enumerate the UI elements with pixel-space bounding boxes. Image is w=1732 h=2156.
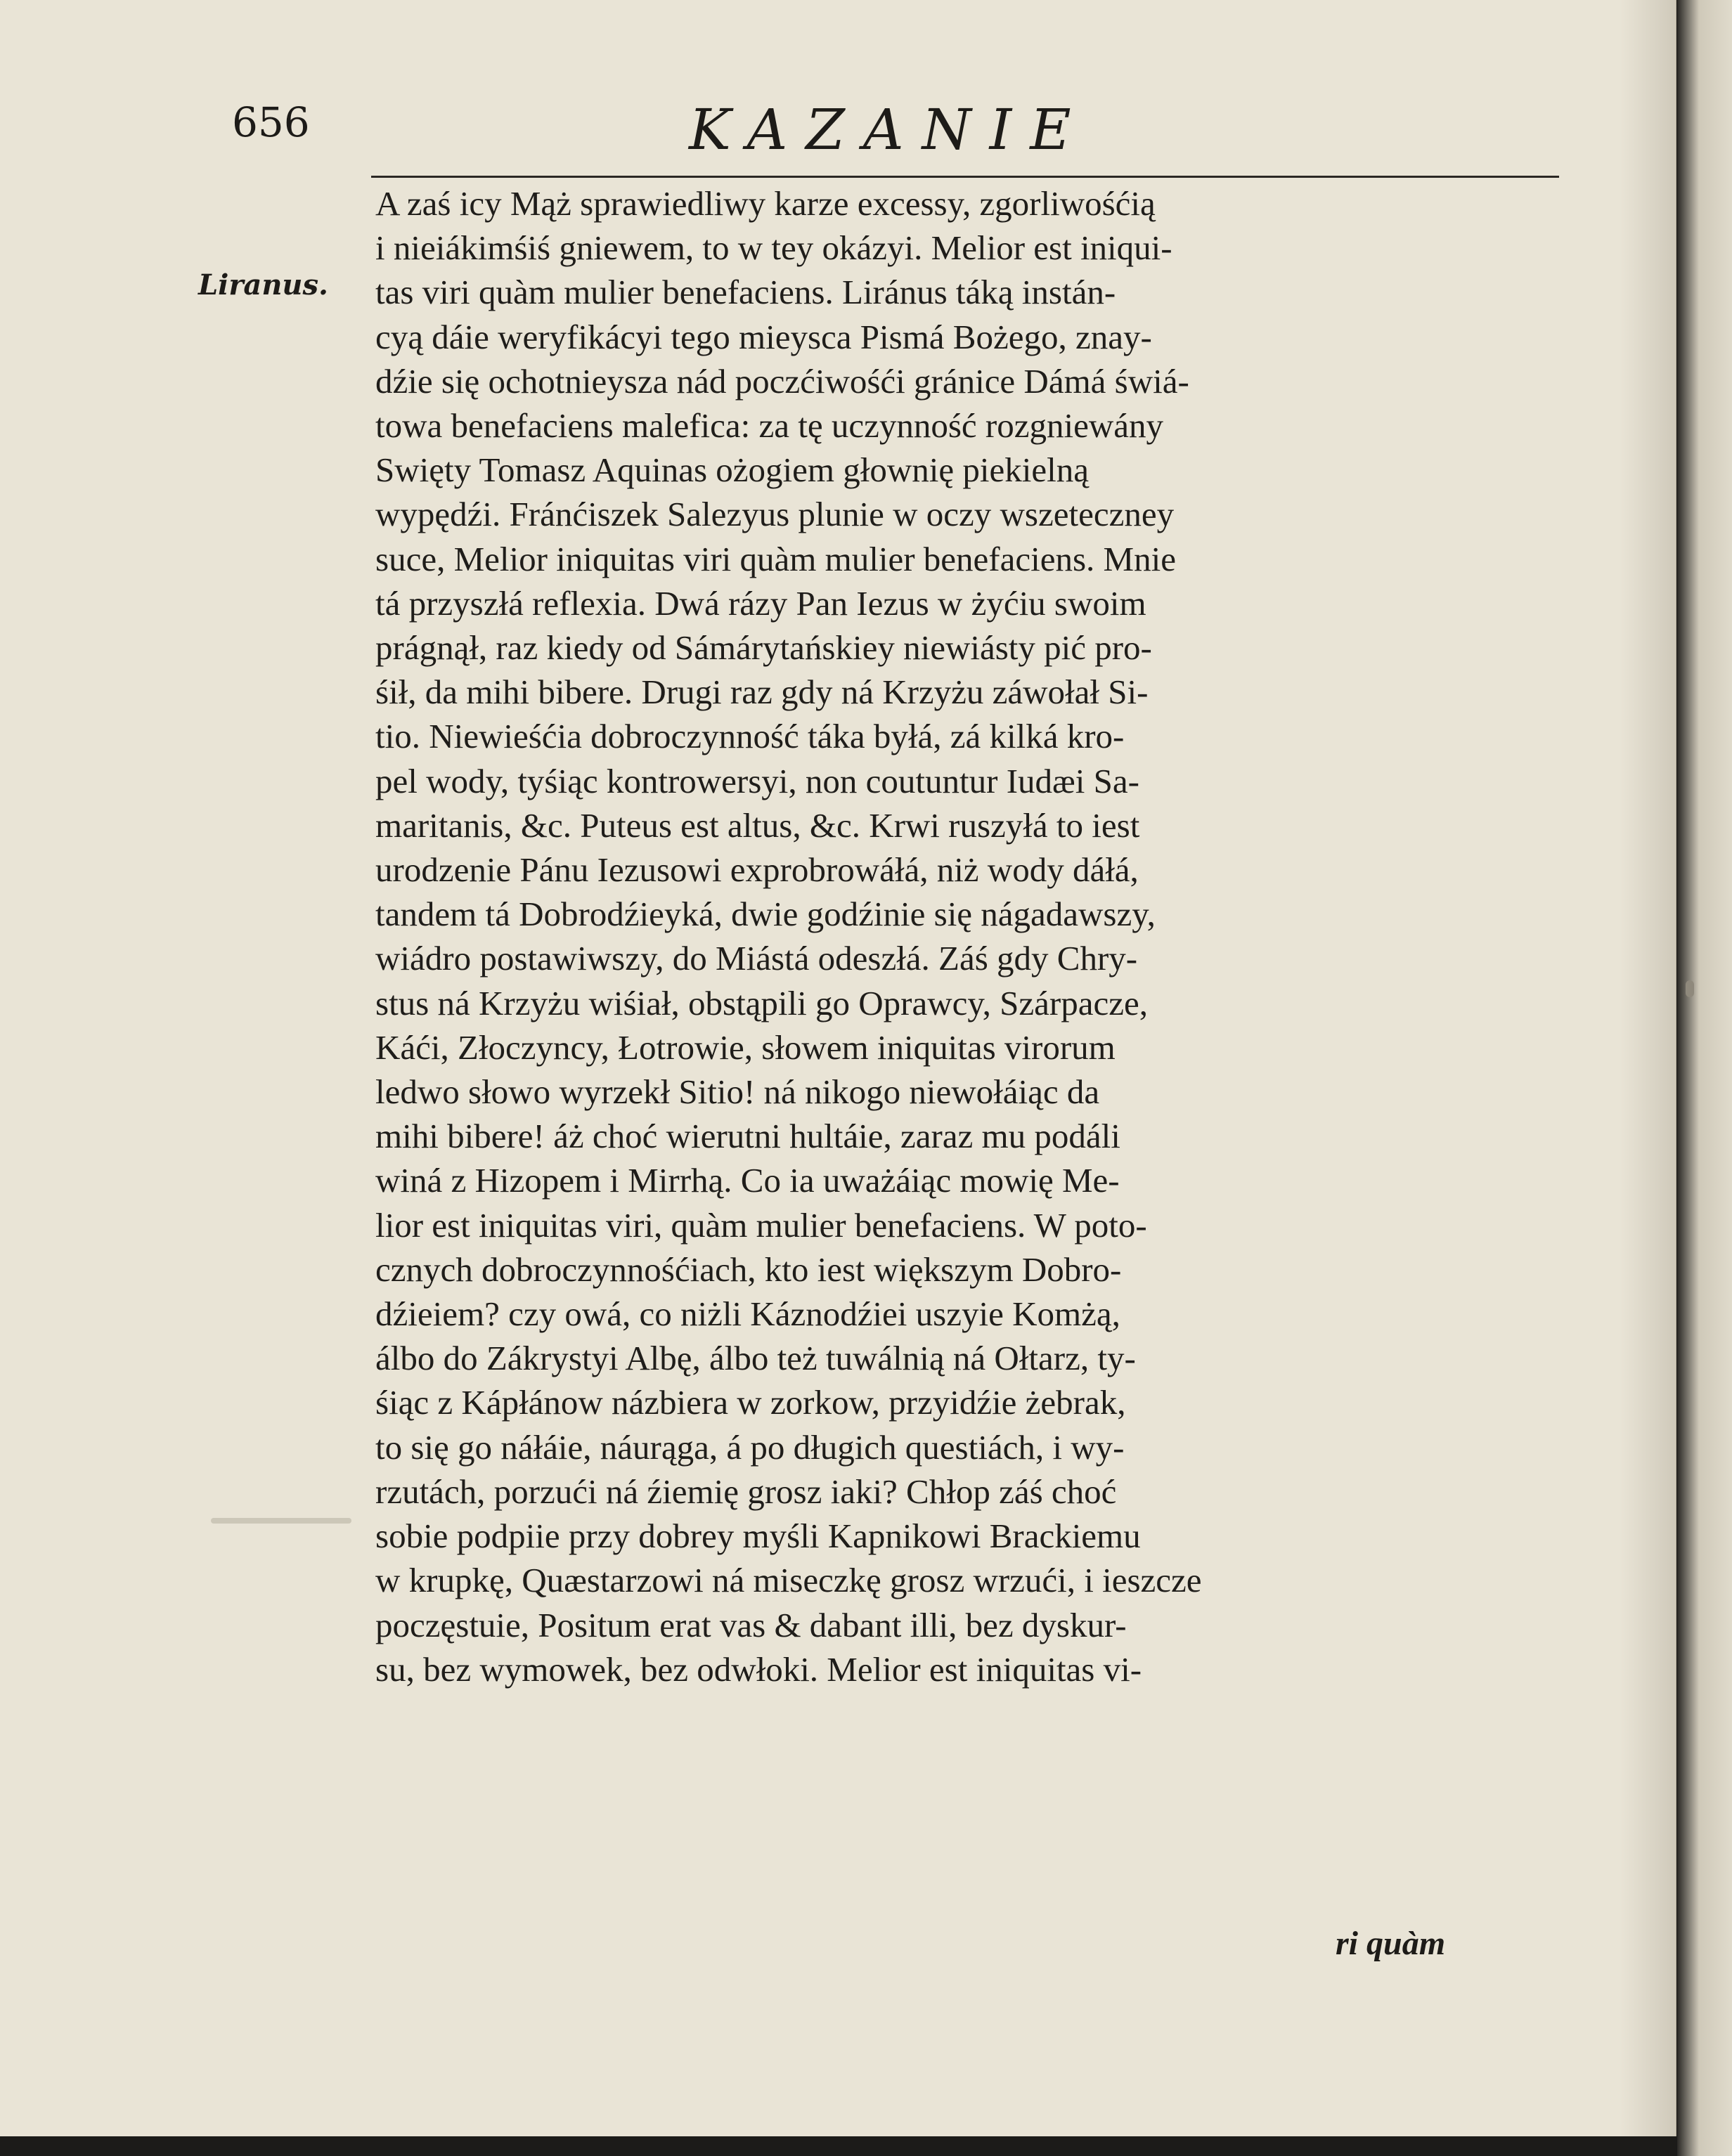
text-line: poczęstuie, Positum erat vas & dabant illi, bez dyskur- — [375, 1605, 1127, 1644]
text-line: dźieiem? czy owá, co niżli Káznodźiei uszyie Komżą, — [375, 1294, 1120, 1334]
margin-note: Liranus. — [198, 268, 328, 301]
text-line: ledwo słowo wyrzekł Sitio! ná nikogo niewołáiąc da — [375, 1072, 1100, 1112]
text-line: tá przyszłá reflexia. Dwá rázy Pan Iezus w żyćiu swoim — [375, 583, 1146, 623]
body-text — [375, 181, 1559, 1691]
text-line: pel wody, tyśiąc kontrowersyi, non coutuntur Iudæi Sa- — [375, 761, 1139, 800]
text-line: stus ná Krzyżu wiśiał, obstąpili go Oprawcy, Szárpacze, — [375, 983, 1148, 1022]
text-line: i nieiákimśiś gniewem, to w tey okázyi. Melior est iniqui- — [375, 228, 1172, 268]
text-line: Káći, Złoczyncy, Łotrowie, słowem iniquitas virorum — [375, 1027, 1116, 1067]
text-line: cyą dáie weryfikácyi tego mieysca Pismá Bożego, znay- — [375, 317, 1152, 356]
text-line: urodzenie Pánu Iezusowi exprobrowáłá, niż wody dáłá, — [375, 850, 1139, 890]
text-line: wiádro postawiwszy, do Miástá odeszłá. Záś gdy Chry- — [375, 939, 1138, 978]
text-line: sobie podpiie przy dobrey myśli Kapnikowi Brackiemu — [375, 1517, 1141, 1556]
text-line: tio. Niewieśćia dobroczynność táka byłá, zá kilká kro- — [375, 717, 1125, 756]
text-line: dźie się ochotnieysza nád poczćiwośći gránice Dámá świá- — [375, 361, 1189, 401]
text-line: maritanis, &c. Puteus est altus, &c. Krwi ruszyłá to iest — [375, 805, 1140, 845]
text-line: A zaś icy Mąż sprawiedliwy karze excessy, zgorliwośćią — [375, 184, 1156, 223]
text-line: su, bez wymowek, bez odwłoki. Melior est iniquitas vi- — [375, 1649, 1142, 1689]
text-line: w krupkę, Quæstarzowi ná miseczkę grosz wrzući, i ieszcze — [375, 1561, 1202, 1600]
text-line: álbo do Zákrystyi Albę, álbo też tuwálnią ná Ołtarz, ty- — [375, 1339, 1136, 1378]
header-rule — [371, 176, 1559, 178]
text-line: lior est iniquitas viri, quàm mulier benefaciens. W poto- — [375, 1205, 1147, 1245]
text-line: śił, da mihi bibere. Drugi raz gdy ná Krzyżu záwołał Si- — [375, 673, 1149, 712]
text-line: towa benefaciens malefica: za tę uczynność rozgniewány — [375, 406, 1163, 446]
text-line: śiąc z Kápłánow názbiera w zorkow, przyidźie żebrak, — [375, 1383, 1126, 1422]
running-head: KAZANIE — [689, 97, 1090, 162]
text-line: rzutách, porzući ná źiemię grosz iaki? Chłop záś choć — [375, 1472, 1117, 1511]
text-line: wypędźi. Fránćiszek Salezyus plunie w oczy wszeteczney — [375, 495, 1175, 534]
text-line: prágnął, raz kiedy od Sámárytańskiey niewiásty pić pro- — [375, 628, 1152, 668]
text-line: tas viri quàm mulier benefaciens. Liránus táką instán- — [375, 273, 1116, 312]
adjacent-page-edge — [1677, 0, 1732, 2156]
text-line: winá z Hizopem i Mirrhą. Co ia uważáiąc mowię Me- — [375, 1161, 1120, 1200]
text-line: suce, Melior iniquitas viri quàm mulier benefaciens. Mnie — [375, 539, 1176, 578]
ink-smudge — [211, 1518, 351, 1524]
text-line: tandem tá Dobrodźieyká, dwie godźinie się nágadawszy, — [375, 895, 1156, 934]
text-line: to się go náłáie, náurąga, á po długich questiách, i wy- — [375, 1427, 1125, 1467]
page-number: 656 — [232, 98, 310, 146]
text-line: mihi bibere! áż choć wierutni hultáie, zaraz mu podáli — [375, 1117, 1120, 1156]
catchword: ri quàm — [1336, 1925, 1446, 1962]
text-line: Swięty Tomasz Aquinas ożogiem głownię piekielną — [375, 450, 1089, 490]
binding-mark — [1686, 980, 1694, 997]
page-edge-shadow — [1620, 0, 1676, 2136]
text-line: cznych dobroczynnośćiach, kto iest większym Dobro- — [375, 1249, 1122, 1289]
